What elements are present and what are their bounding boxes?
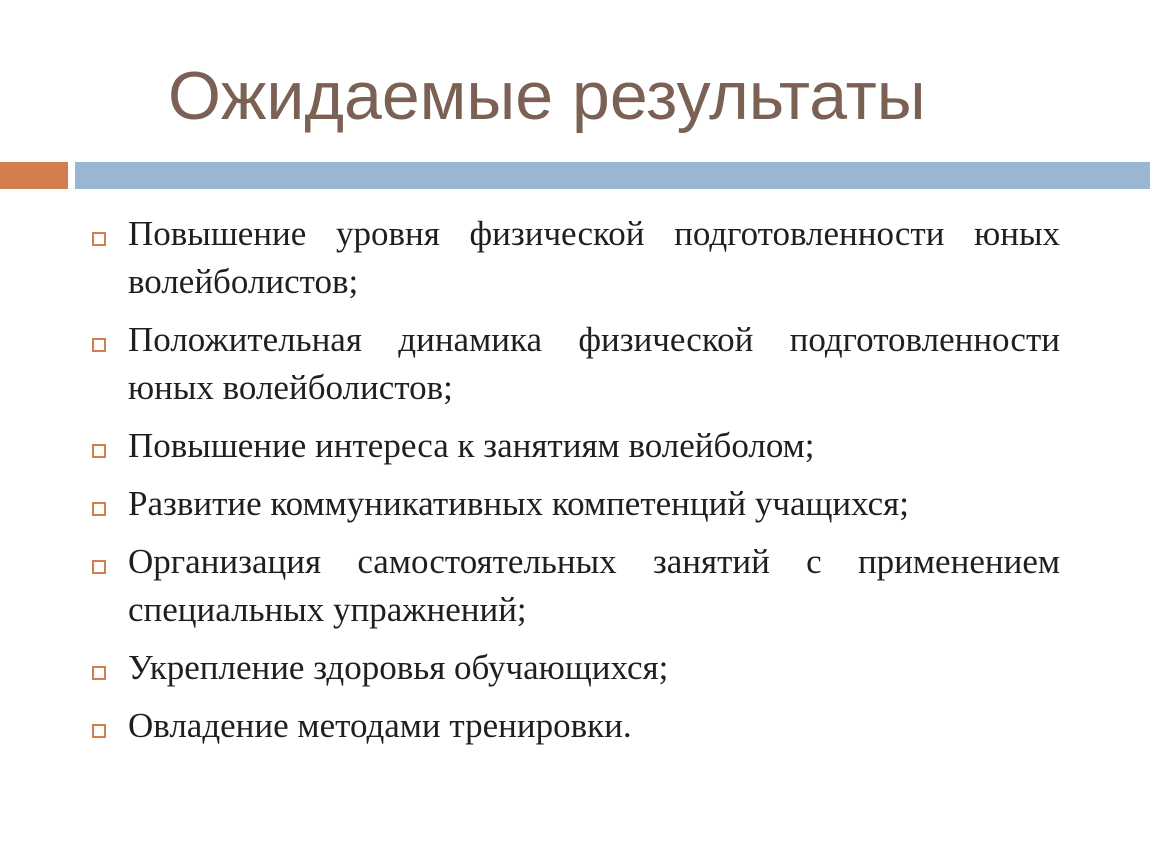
hollow-square-icon [92,502,106,516]
bullet-list [92,210,1060,760]
bullet-item [92,480,1060,528]
bullet-item [92,316,1060,412]
title-rule-bar [75,162,1150,189]
bullet-text: Овладение методами тренировки. [128,706,632,745]
accent-bar [0,162,68,189]
bullet-text: Укрепление здоровья обучающихся; [128,648,669,687]
hollow-square-icon [92,666,106,680]
bullet-text: Развитие коммуникативных компетенций учащихся; [128,484,910,523]
bullet-item [92,644,1060,692]
hollow-square-icon [92,338,106,352]
bullet-item [92,702,1060,750]
bullet-text: Организация самостоятельных занятий с применением специальных упражнений; [128,542,1060,629]
slide-title: Ожидаемые результаты [168,58,926,134]
bullet-text: Повышение интереса к занятиям волейболом; [128,426,815,465]
hollow-square-icon [92,232,106,246]
hollow-square-icon [92,560,106,574]
hollow-square-icon [92,444,106,458]
hollow-square-icon [92,724,106,738]
bullet-item [92,210,1060,306]
bullet-item [92,422,1060,470]
bullet-text: Повышение уровня физической подготовленности юных волейболистов; [128,214,1060,301]
bullet-item [92,538,1060,634]
bullet-text: Положительная динамика физической подготовленности юных волейболистов; [128,320,1060,407]
